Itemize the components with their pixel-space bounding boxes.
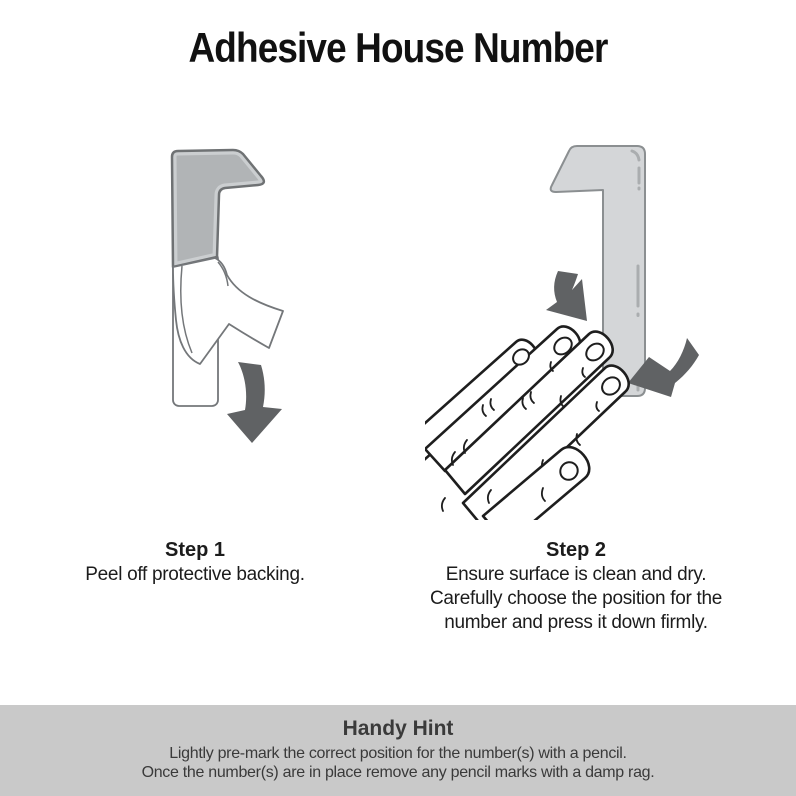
step2-heading: Step 2 xyxy=(545,539,607,561)
step1-caption xyxy=(35,537,355,587)
handy-hint-heading: Handy Hint xyxy=(342,717,454,740)
peeled-backing-sheet xyxy=(173,258,283,364)
step2-illustration xyxy=(425,130,725,520)
peel-down-arrow-icon xyxy=(227,362,282,443)
number-adhesive-side xyxy=(172,150,264,267)
step1-heading: Step 1 xyxy=(164,539,226,561)
pressing-hand xyxy=(425,326,629,520)
step2-text-line3: number and press it down firmly. xyxy=(444,612,708,633)
page-title: Adhesive House Number xyxy=(188,24,608,71)
step2-text-line2: Carefully choose the position for the xyxy=(429,588,723,609)
step1-text: Peel off protective backing. xyxy=(85,564,305,585)
handy-hint-line1: Lightly pre-mark the correct position for the number(s) with a pencil. xyxy=(169,745,627,762)
handy-hint-line2: Once the number(s) are in place remove any pencil marks with a damp rag. xyxy=(141,763,655,781)
step2-text-line1: Ensure surface is clean and dry. xyxy=(445,564,707,585)
step2-caption xyxy=(400,537,752,635)
handy-hint-panel xyxy=(0,705,796,796)
press-down-arrow-icon xyxy=(546,271,587,321)
step1-illustration xyxy=(85,135,315,465)
